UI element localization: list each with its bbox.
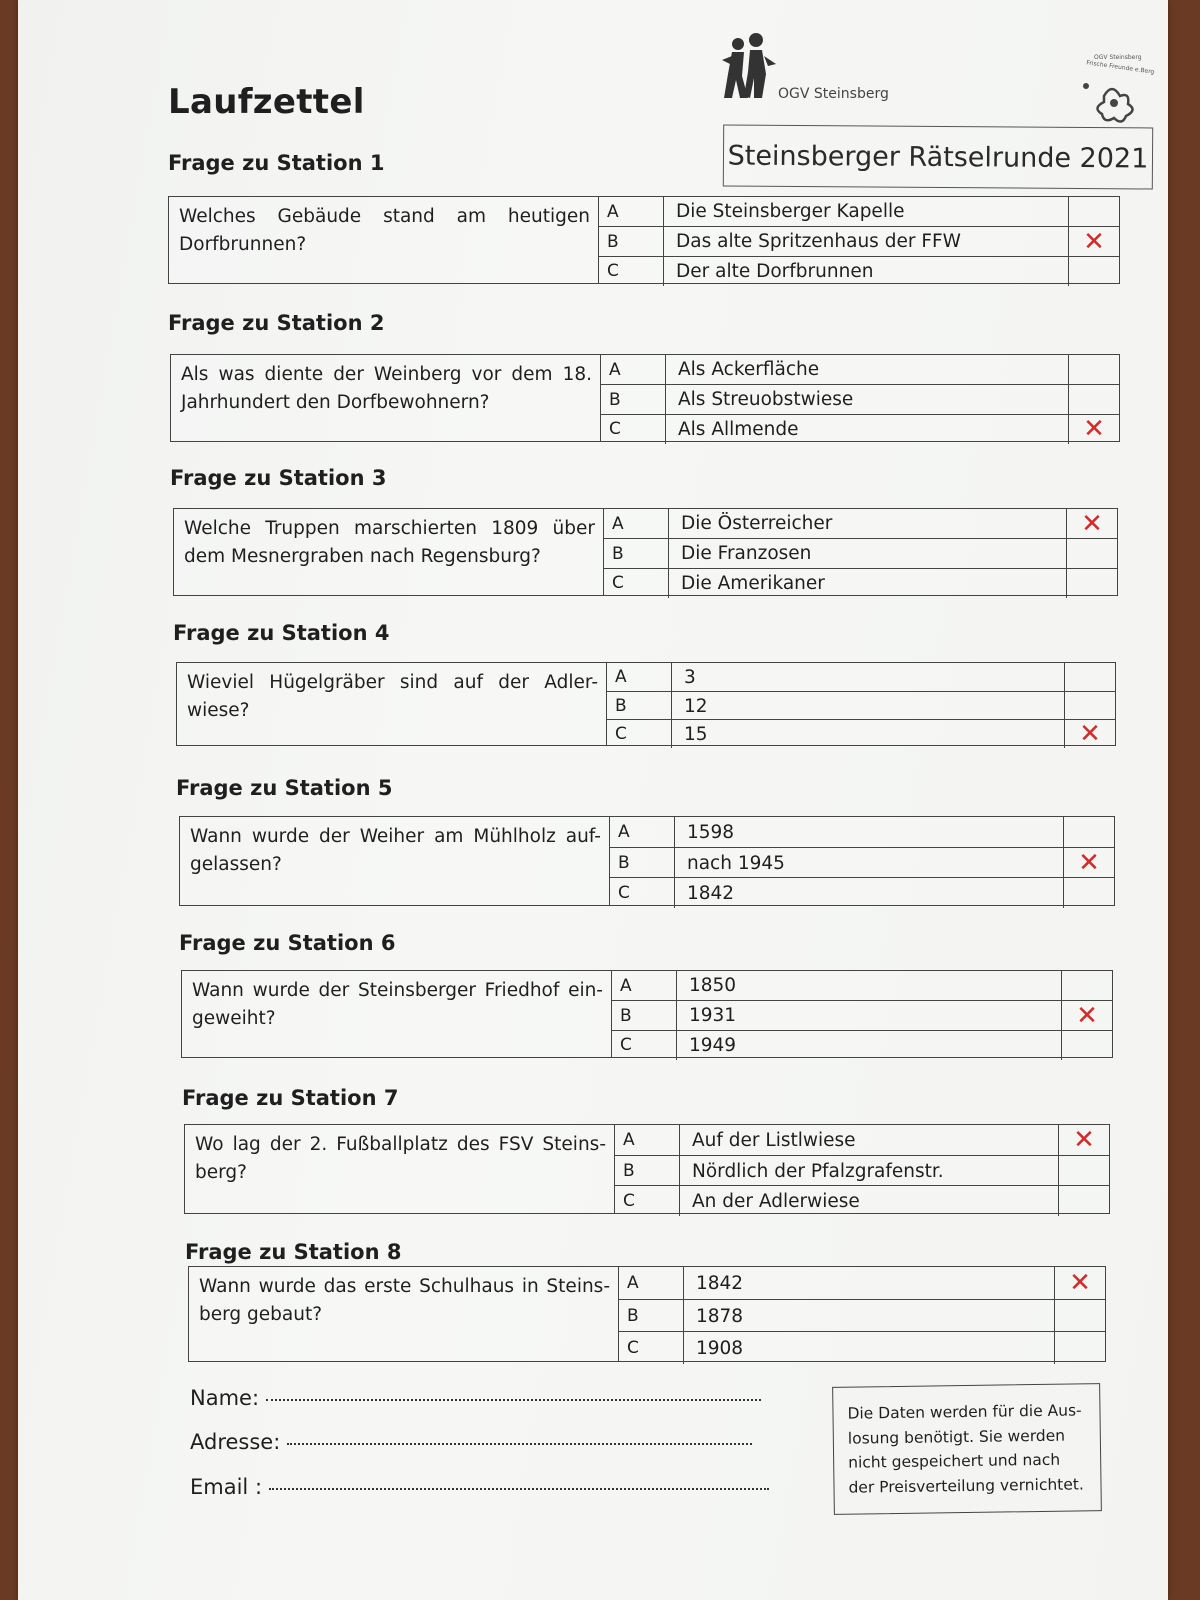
email-field[interactable]: [190, 1475, 769, 1499]
org-name: OGV Steinsberg: [778, 86, 889, 102]
station-4-heading: Frage zu Station 4: [173, 621, 390, 645]
option-letter: C: [604, 569, 669, 598]
option-answer: 1949: [677, 1031, 1062, 1060]
option-row-b[interactable]: [599, 226, 1119, 256]
event-title-box: [723, 124, 1153, 189]
privacy-notice: Die Daten werden für die Aus-losung benötigt. Sie werden nicht gespeichert und nach der Preisverteilung vernichtet.: [832, 1383, 1102, 1515]
option-row-a[interactable]: [604, 509, 1117, 538]
check-mark-icon: ✕: [1081, 508, 1103, 539]
option-row-b[interactable]: [619, 1299, 1105, 1332]
check-mark-icon: ✕: [1078, 848, 1100, 878]
station-6-heading: Frage zu Station 6: [179, 931, 396, 955]
option-row-a[interactable]: [619, 1267, 1105, 1299]
option-answer: Der alte Dorfbrunnen: [664, 257, 1069, 286]
station-7-table: [184, 1124, 1110, 1214]
answer-checkbox[interactable]: [1064, 817, 1114, 847]
option-row-c[interactable]: [612, 1030, 1112, 1060]
option-letter: B: [612, 1001, 677, 1030]
station-3-table: [173, 508, 1118, 596]
option-row-c[interactable]: [599, 256, 1119, 286]
option-letter: B: [619, 1300, 684, 1332]
answer-checkbox[interactable]: [1069, 415, 1119, 444]
answer-checkbox[interactable]: [1069, 197, 1119, 226]
option-row-c[interactable]: [601, 414, 1119, 444]
station-1-table: [168, 196, 1120, 284]
option-row-c[interactable]: [615, 1185, 1109, 1216]
answer-checkbox[interactable]: [1059, 1156, 1109, 1186]
answer-checkbox[interactable]: [1064, 878, 1114, 908]
option-answer: 1878: [684, 1300, 1055, 1332]
option-row-c[interactable]: [610, 877, 1114, 908]
option-answer: 1908: [684, 1332, 1055, 1364]
option-letter: B: [610, 848, 675, 878]
option-row-b[interactable]: [615, 1155, 1109, 1186]
option-letter: A: [607, 663, 672, 691]
address-field[interactable]: [190, 1430, 752, 1454]
option-row-b[interactable]: [604, 538, 1117, 568]
option-letter: A: [615, 1125, 680, 1155]
option-row-a[interactable]: [612, 971, 1112, 1000]
station-8-heading: Frage zu Station 8: [185, 1240, 402, 1264]
option-answer: 1850: [677, 971, 1062, 1000]
option-answer: 1931: [677, 1001, 1062, 1030]
option-row-a[interactable]: [599, 197, 1119, 226]
flower-stamp-icon: [1078, 76, 1148, 126]
question-text: Welche Truppen marschierten 1809 über dem Mesnergraben nach Regensburg?: [174, 509, 604, 595]
name-label: Name:: [190, 1386, 260, 1410]
option-row-c[interactable]: [604, 568, 1117, 598]
club-stamp: [1078, 50, 1168, 130]
option-letter: B: [615, 1156, 680, 1186]
option-answer: 1598: [675, 817, 1064, 847]
option-row-a[interactable]: [601, 355, 1119, 384]
option-letter: B: [599, 227, 664, 256]
station-7-heading: Frage zu Station 7: [182, 1086, 399, 1110]
check-mark-icon: ✕: [1076, 1000, 1098, 1031]
option-row-b[interactable]: [610, 847, 1114, 878]
answer-checkbox[interactable]: [1059, 1186, 1109, 1216]
option-letter: A: [619, 1267, 684, 1299]
answer-checkbox[interactable]: [1062, 971, 1112, 1000]
station-2-table: [170, 354, 1120, 445]
name-line[interactable]: [266, 1399, 761, 1401]
answer-checkbox[interactable]: [1069, 385, 1119, 414]
option-row-a[interactable]: [607, 663, 1115, 691]
question-text: Wieviel Hügelgräber sind auf der Adler-wiese?: [177, 663, 607, 745]
option-letter: C: [601, 415, 666, 444]
station-2-heading: Frage zu Station 2: [168, 311, 385, 335]
answer-checkbox[interactable]: [1055, 1332, 1105, 1364]
option-answer: An der Adlerwiese: [680, 1186, 1059, 1216]
station-4-table: [176, 662, 1116, 749]
option-answer: 1842: [675, 878, 1064, 908]
option-answer: 3: [672, 663, 1065, 691]
station-8-table: [188, 1266, 1106, 1362]
check-mark-icon: ✕: [1083, 414, 1105, 445]
option-row-a[interactable]: [615, 1125, 1109, 1155]
option-answer: 1842: [684, 1267, 1055, 1299]
option-row-c[interactable]: [619, 1331, 1105, 1364]
question-text: Wann wurde der Steinsberger Friedhof ein-geweiht?: [182, 971, 612, 1057]
answer-checkbox[interactable]: [1067, 509, 1117, 538]
option-letter: B: [601, 385, 666, 414]
option-letter: B: [607, 692, 672, 720]
answer-checkbox[interactable]: [1065, 720, 1115, 748]
option-row-c[interactable]: [607, 719, 1115, 748]
option-answer: Die Amerikaner: [669, 569, 1067, 598]
answer-checkbox[interactable]: [1067, 539, 1117, 568]
check-mark-icon: ✕: [1083, 226, 1105, 257]
option-answer: Als Streuobstwiese: [666, 385, 1069, 414]
question-text: Als was diente der Weinberg vor dem 18. Jahrhundert den Dorfbewohnern?: [171, 355, 601, 441]
option-row-b[interactable]: [601, 384, 1119, 414]
answer-checkbox[interactable]: [1069, 257, 1119, 286]
address-line[interactable]: [287, 1443, 752, 1445]
answer-checkbox[interactable]: [1059, 1125, 1109, 1155]
option-letter: A: [604, 509, 669, 538]
check-mark-icon: ✕: [1069, 1268, 1091, 1298]
check-mark-icon: ✕: [1079, 719, 1101, 749]
option-letter: C: [612, 1031, 677, 1060]
option-answer: Das alte Spritzenhaus der FFW: [664, 227, 1069, 256]
option-answer: Als Allmende: [666, 415, 1069, 444]
option-row-b[interactable]: [612, 1000, 1112, 1030]
option-answer: nach 1945: [675, 848, 1064, 878]
stamp-line-2: Frische Freunde e.Berg: [1085, 59, 1155, 76]
option-letter: A: [612, 971, 677, 1000]
page-title: Laufzettel: [168, 82, 365, 122]
event-title: Steinsberger Rätselrunde 2021: [727, 140, 1149, 174]
option-letter: C: [619, 1332, 684, 1364]
option-answer: Die Österreicher: [669, 509, 1067, 538]
answer-checkbox[interactable]: [1064, 848, 1114, 878]
option-row-a[interactable]: [610, 817, 1114, 847]
option-letter: C: [599, 257, 664, 286]
option-letter: A: [599, 197, 664, 226]
station-6-table: [181, 970, 1113, 1058]
option-letter: C: [607, 720, 672, 748]
station-5-heading: Frage zu Station 5: [176, 776, 393, 800]
address-label: Adresse:: [190, 1430, 281, 1454]
option-row-b[interactable]: [607, 691, 1115, 720]
question-text: Wo lag der 2. Fußballplatz des FSV Steins-berg?: [185, 1125, 615, 1213]
answer-checkbox[interactable]: [1055, 1267, 1105, 1299]
paper-sheet: [18, 0, 1168, 1600]
option-answer: Die Steinsberger Kapelle: [664, 197, 1069, 226]
stamp-line-1: OGV Steinsberg: [1094, 54, 1142, 61]
email-line[interactable]: [269, 1488, 769, 1490]
option-answer: Die Franzosen: [669, 539, 1067, 568]
answer-checkbox[interactable]: [1062, 1031, 1112, 1060]
question-text: Wann wurde das erste Schulhaus in Steins-berg gebaut?: [189, 1267, 619, 1361]
option-answer: 12: [672, 692, 1065, 720]
option-answer: 15: [672, 720, 1065, 748]
ogv-logo: [718, 30, 898, 110]
option-letter: A: [610, 817, 675, 847]
question-text: Wann wurde der Weiher am Mühlholz auf-gelassen?: [180, 817, 610, 905]
option-answer: Nördlich der Pfalzgrafenstr.: [680, 1156, 1059, 1186]
answer-checkbox[interactable]: [1069, 355, 1119, 384]
name-field[interactable]: [190, 1386, 761, 1410]
answer-checkbox[interactable]: [1062, 1001, 1112, 1030]
station-3-heading: Frage zu Station 3: [170, 466, 387, 490]
check-mark-icon: ✕: [1073, 1125, 1095, 1155]
email-label: Email :: [190, 1475, 263, 1499]
option-letter: C: [615, 1186, 680, 1216]
answer-checkbox[interactable]: [1067, 569, 1117, 598]
answer-checkbox[interactable]: [1065, 663, 1115, 691]
station-1-heading: Frage zu Station 1: [168, 151, 385, 175]
answer-checkbox[interactable]: [1069, 227, 1119, 256]
answer-checkbox[interactable]: [1065, 692, 1115, 720]
gardener-logo-icon: [718, 30, 778, 102]
option-answer: Als Ackerfläche: [666, 355, 1069, 384]
option-answer: Auf der Listlwiese: [680, 1125, 1059, 1155]
option-letter: A: [601, 355, 666, 384]
station-5-table: [179, 816, 1115, 906]
answer-checkbox[interactable]: [1055, 1300, 1105, 1332]
option-letter: B: [604, 539, 669, 568]
option-letter: C: [610, 878, 675, 908]
question-text: Welches Gebäude stand am heutigen Dorfbrunnen?: [169, 197, 599, 283]
